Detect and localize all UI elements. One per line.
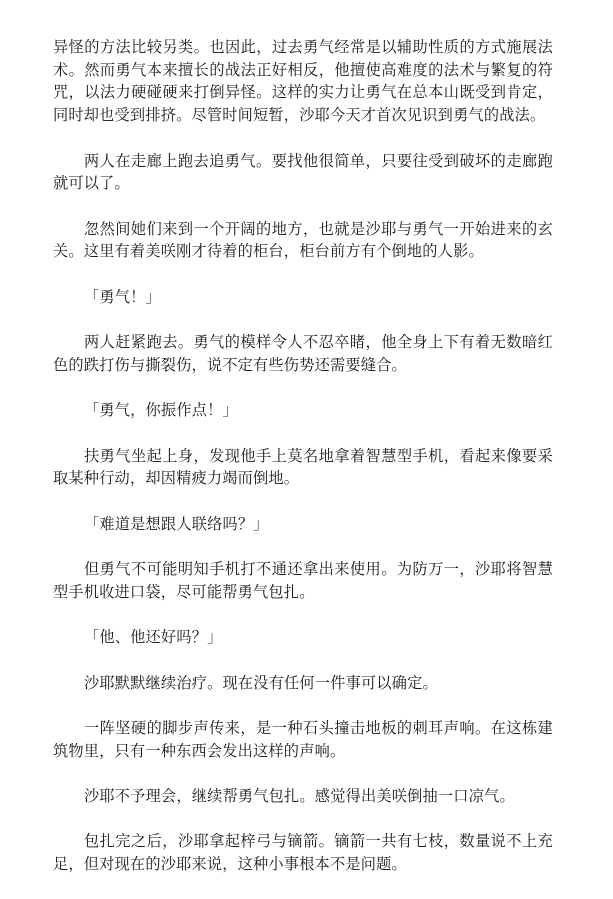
paragraph: 一阵坚硬的脚步声传来，是一种石头撞击地板的刺耳声响。在这栋建筑物里，只有一种东西会发出这样的声响。 — [53, 718, 553, 760]
dialogue-line: 「勇气！」 — [84, 287, 161, 306]
paragraph: 沙耶不予理会，继续帮勇气包扎。感觉得出美咲倒抽一口凉气。 — [84, 787, 515, 806]
paragraph: 但勇气不可能明知手机打不通还拿出来使用。为防万一，沙耶将智慧型手机收进口袋，尽可能帮勇气包扎。 — [53, 560, 553, 601]
dialogue-line: 「他、他还好吗？」 — [84, 628, 223, 647]
dialogue-line: 「难道是想跟人联络吗？」 — [84, 514, 269, 533]
paragraph: 沙耶默默继续治疗。现在没有任何一件事可以确定。 — [84, 673, 438, 692]
paragraph: 两人在走廊上跑去追勇气。要找他很简单，只要往受到破坏的走廊跑就可以了。 — [53, 151, 553, 193]
dialogue-line: 「勇气，你振作点！」 — [84, 401, 238, 420]
paragraph: 忽然间她们来到一个开阔的地方，也就是沙耶与勇气一开始进来的玄关。这里有着美咲刚才待着的柜台，柜台前方有个倒地的人影。 — [53, 219, 553, 261]
paragraph: 包扎完之后，沙耶拿起梓弓与镝箭。镝箭一共有七枝，数量说不上充足，但对现在的沙耶来说，这种小事根本不是问题。 — [53, 832, 553, 874]
document-page — [53, 36, 553, 899]
paragraph: 异怪的方法比较另类。也因此，过去勇气经常是以辅助性质的方式施展法术。然而勇气本来擅长的战法正好相反，他擅使高难度的法术与繁复的符咒，以法力硬碰硬来打倒异怪。这样的实力让勇气在总本山既受到肯定，同时却也受到排挤。尽管时间短暂，沙耶今天才首次见识到勇气的战法。 — [53, 38, 553, 125]
paragraph: 扶勇气坐起上身，发现他手上莫名地拿着智慧型手机，看起来像要采取某种行动，却因精疲力竭而倒地。 — [53, 446, 553, 488]
paragraph: 两人赶紧跑去。勇气的模样令人不忍卒睹，他全身上下有着无数暗红色的跌打伤与撕裂伤，说不定有些伤势还需要缝合。 — [53, 333, 553, 374]
